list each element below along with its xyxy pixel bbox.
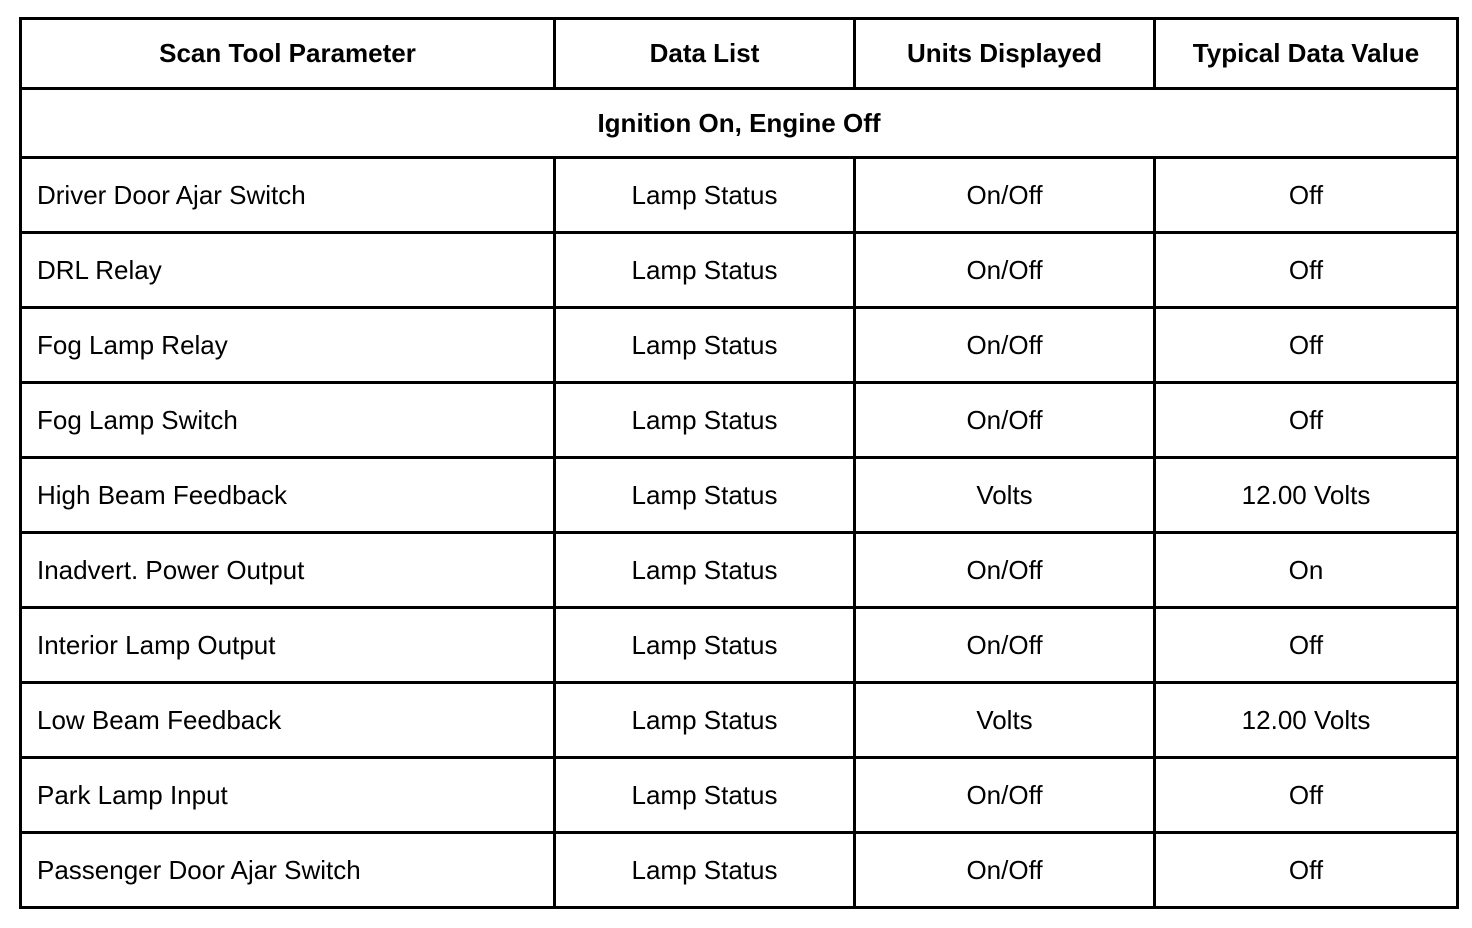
- table-row: [21, 233, 1458, 308]
- cell-typical-value: Off: [1155, 158, 1458, 233]
- column-header-typical-value: Typical Data Value: [1155, 19, 1458, 89]
- cell-data-list: Lamp Status: [555, 608, 855, 683]
- cell-parameter: Inadvert. Power Output: [21, 533, 555, 608]
- cell-parameter: Driver Door Ajar Switch: [21, 158, 555, 233]
- cell-parameter: Interior Lamp Output: [21, 608, 555, 683]
- cell-units: On/Off: [855, 533, 1155, 608]
- cell-units: On/Off: [855, 383, 1155, 458]
- table-row: [21, 533, 1458, 608]
- table-row: [21, 683, 1458, 758]
- cell-units: On/Off: [855, 158, 1155, 233]
- cell-parameter: Passenger Door Ajar Switch: [21, 833, 555, 908]
- cell-data-list: Lamp Status: [555, 533, 855, 608]
- cell-typical-value: Off: [1155, 758, 1458, 833]
- cell-data-list: Lamp Status: [555, 758, 855, 833]
- table-row: [21, 608, 1458, 683]
- cell-typical-value: On: [1155, 533, 1458, 608]
- table-row: [21, 758, 1458, 833]
- cell-units: On/Off: [855, 608, 1155, 683]
- column-header-data-list: Data List: [555, 19, 855, 89]
- cell-typical-value: Off: [1155, 608, 1458, 683]
- table-row: [21, 383, 1458, 458]
- section-title: Ignition On, Engine Off: [21, 89, 1458, 158]
- cell-data-list: Lamp Status: [555, 683, 855, 758]
- column-header-parameter: Scan Tool Parameter: [21, 19, 555, 89]
- scan-tool-data-table: [19, 17, 1459, 909]
- table-row: [21, 833, 1458, 908]
- cell-typical-value: Off: [1155, 833, 1458, 908]
- cell-units: On/Off: [855, 308, 1155, 383]
- cell-typical-value: Off: [1155, 233, 1458, 308]
- cell-data-list: Lamp Status: [555, 308, 855, 383]
- table-row: [21, 458, 1458, 533]
- cell-parameter: High Beam Feedback: [21, 458, 555, 533]
- cell-parameter: DRL Relay: [21, 233, 555, 308]
- column-header-units: Units Displayed: [855, 19, 1155, 89]
- cell-units: Volts: [855, 458, 1155, 533]
- cell-typical-value: 12.00 Volts: [1155, 458, 1458, 533]
- cell-parameter: Fog Lamp Relay: [21, 308, 555, 383]
- table-row: [21, 308, 1458, 383]
- cell-units: Volts: [855, 683, 1155, 758]
- cell-data-list: Lamp Status: [555, 458, 855, 533]
- cell-data-list: Lamp Status: [555, 233, 855, 308]
- cell-data-list: Lamp Status: [555, 833, 855, 908]
- cell-parameter: Low Beam Feedback: [21, 683, 555, 758]
- cell-typical-value: 12.00 Volts: [1155, 683, 1458, 758]
- cell-units: On/Off: [855, 758, 1155, 833]
- cell-units: On/Off: [855, 833, 1155, 908]
- cell-data-list: Lamp Status: [555, 383, 855, 458]
- cell-typical-value: Off: [1155, 308, 1458, 383]
- section-row: [21, 89, 1458, 158]
- cell-data-list: Lamp Status: [555, 158, 855, 233]
- cell-parameter: Fog Lamp Switch: [21, 383, 555, 458]
- table-row: [21, 158, 1458, 233]
- data-table-container: [19, 17, 1456, 909]
- cell-typical-value: Off: [1155, 383, 1458, 458]
- cell-units: On/Off: [855, 233, 1155, 308]
- table-header-row: [21, 19, 1458, 89]
- cell-parameter: Park Lamp Input: [21, 758, 555, 833]
